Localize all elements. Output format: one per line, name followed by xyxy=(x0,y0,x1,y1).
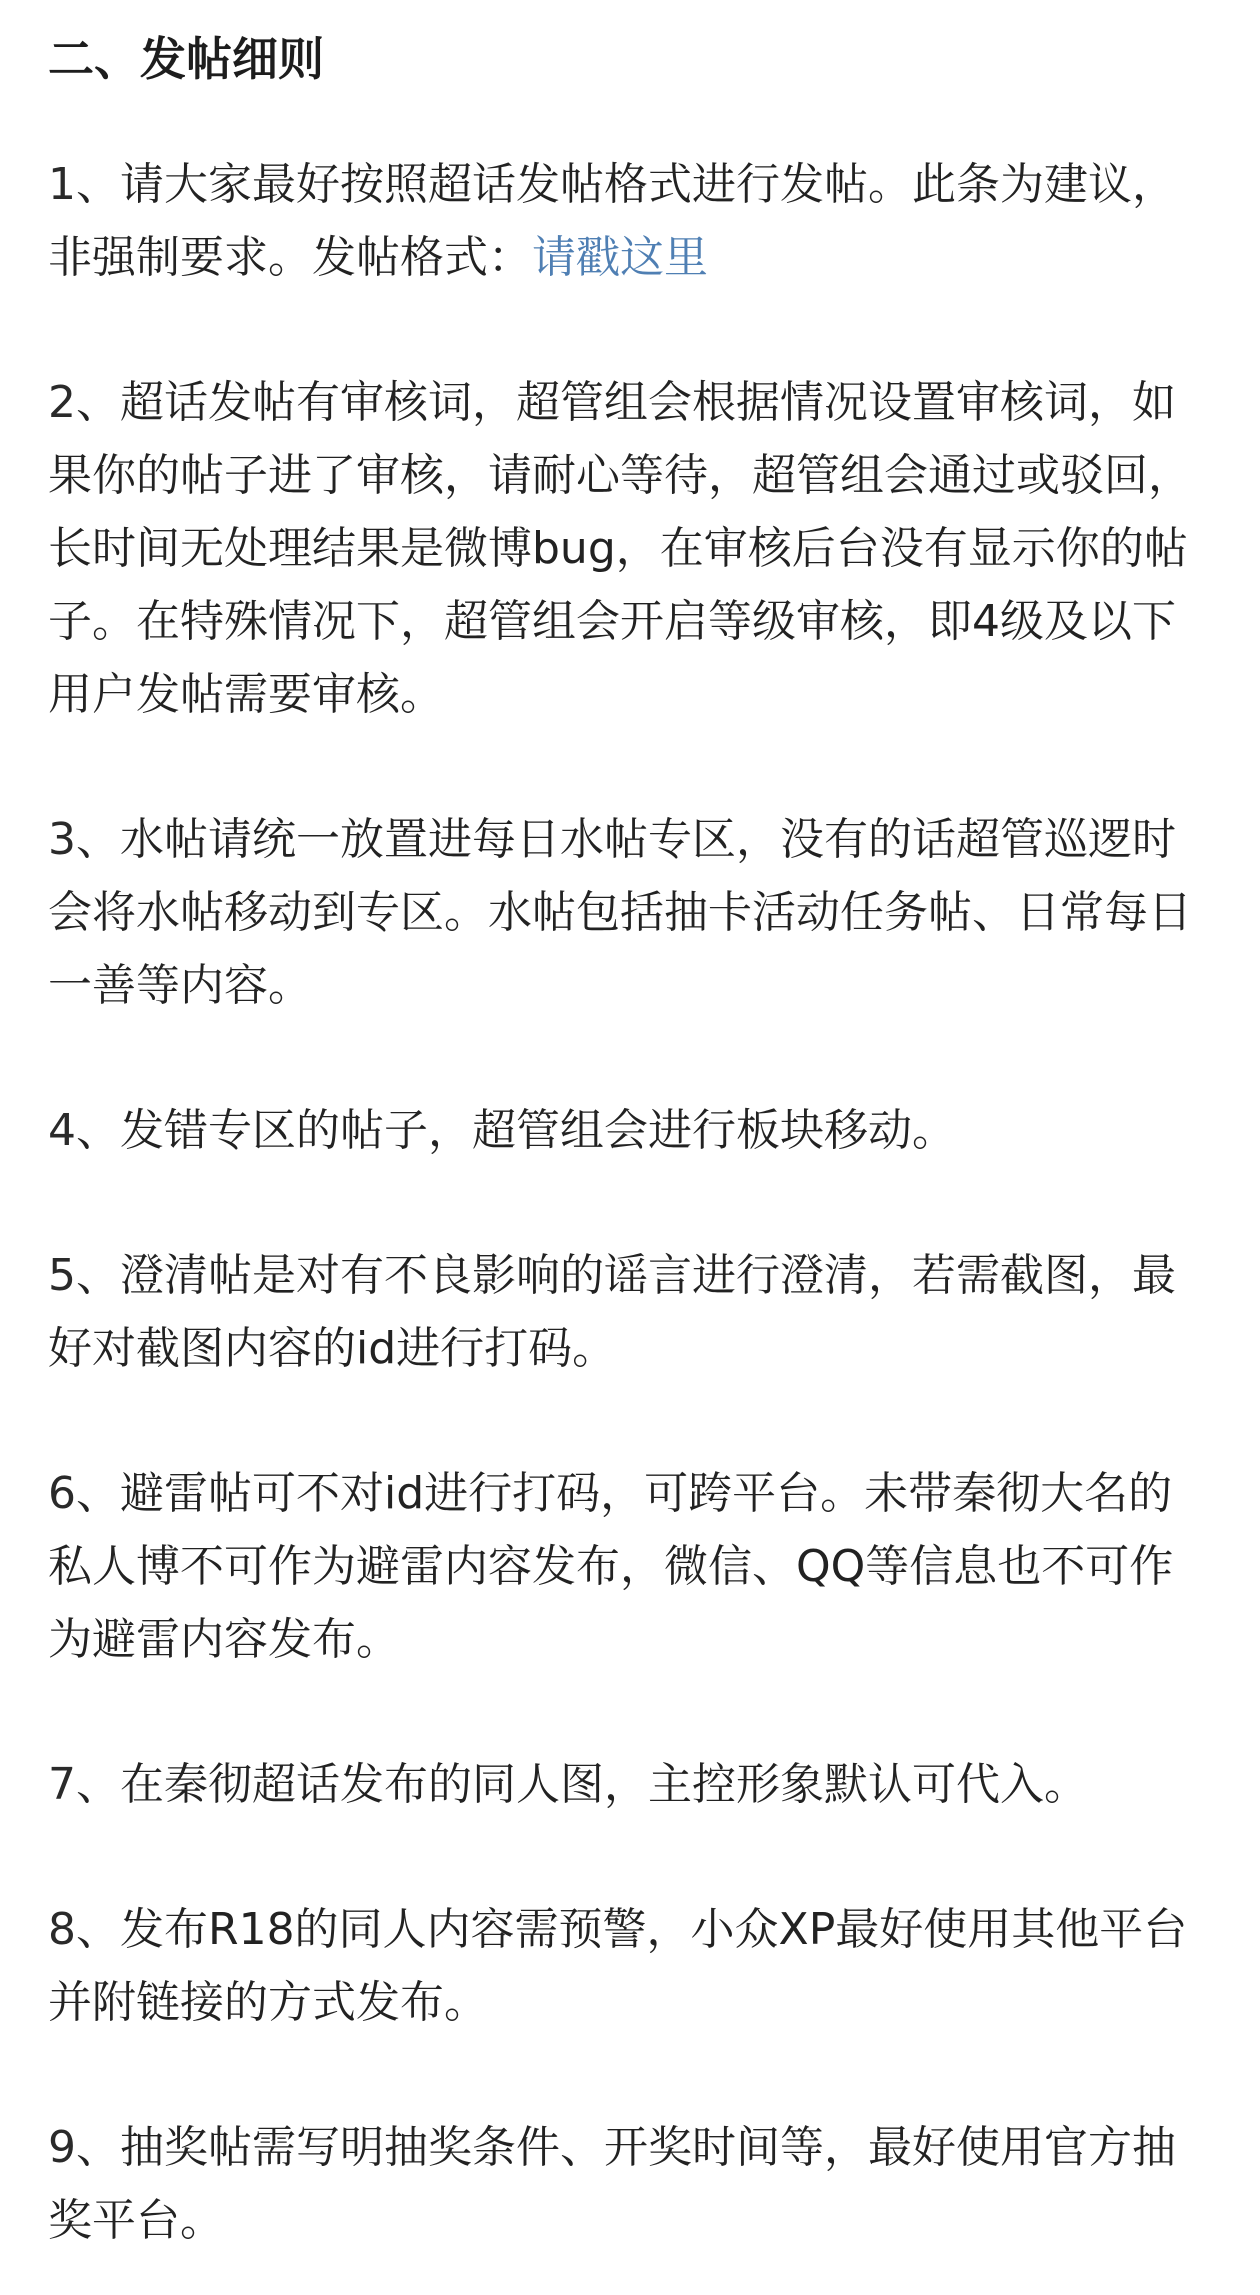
rule-number: 8 xyxy=(48,1904,76,1955)
rule-text: 、水帖请统一放置进每日水帖专区，没有的话超管巡逻时会将水帖移动到专区。水帖包括抽卡活动任务帖、日常每日一善等内容。 xyxy=(48,814,1192,1011)
rule-item-8 xyxy=(48,1893,1212,2039)
rule-number: 1 xyxy=(48,159,76,210)
rule-item-7 xyxy=(48,1748,1212,1821)
rule-text: 、避雷帖可不对id进行打码，可跨平台。未带秦彻大名的私人博不可作为避雷内容发布，微信、QQ等信息也不可作为避雷内容发布。 xyxy=(48,1468,1174,1665)
rule-number: 6 xyxy=(48,1468,76,1519)
rule-text: 、澄清帖是对有不良影响的谣言进行澄清，若需截图，最好对截图内容的id进行打码。 xyxy=(48,1250,1176,1374)
rule-text: 、发布R18的同人内容需预警，小众XP最好使用其他平台并附链接的方式发布。 xyxy=(48,1904,1188,2028)
rule-item-1 xyxy=(48,148,1212,294)
rule-number: 2 xyxy=(48,377,76,428)
rule-number: 5 xyxy=(48,1250,76,1301)
rule-text: 、在秦彻超话发布的同人图，主控形象默认可代入。 xyxy=(76,1759,1088,1810)
rule-number: 4 xyxy=(48,1105,76,1156)
rule-item-9 xyxy=(48,2111,1212,2257)
rule-item-3 xyxy=(48,803,1212,1022)
rule-item-6 xyxy=(48,1457,1212,1676)
rule-item-5 xyxy=(48,1239,1212,1385)
rule-text: 、抽奖帖需写明抽奖条件、开奖时间等，最好使用官方抽奖平台。 xyxy=(48,2122,1176,2246)
rule-item-4 xyxy=(48,1094,1212,1167)
section-title: 二、发帖细则 xyxy=(48,32,324,86)
rule-text: 、超话发帖有审核词，超管组会根据情况设置审核词，如果你的帖子进了审核，请耐心等待，超管组会通过或驳回，长时间无处理结果是微博bug，在审核后台没有显示你的帖子。在特殊情况下，超管组会开启等级审核，即4级及以下用户发帖需要审核。 xyxy=(48,377,1192,720)
rule-number: 3 xyxy=(48,814,76,865)
rule-text: 、请大家最好按照超话发帖格式进行发帖。此条为建议，非强制要求。发帖格式： xyxy=(48,159,1176,283)
rule-text: 、发错专区的帖子，超管组会进行板块移动。 xyxy=(76,1105,956,1156)
format-link[interactable]: 请戳这里 xyxy=(532,232,708,283)
rule-item-2 xyxy=(48,366,1212,731)
rule-number: 9 xyxy=(48,2122,76,2173)
rule-number: 7 xyxy=(48,1759,76,1810)
